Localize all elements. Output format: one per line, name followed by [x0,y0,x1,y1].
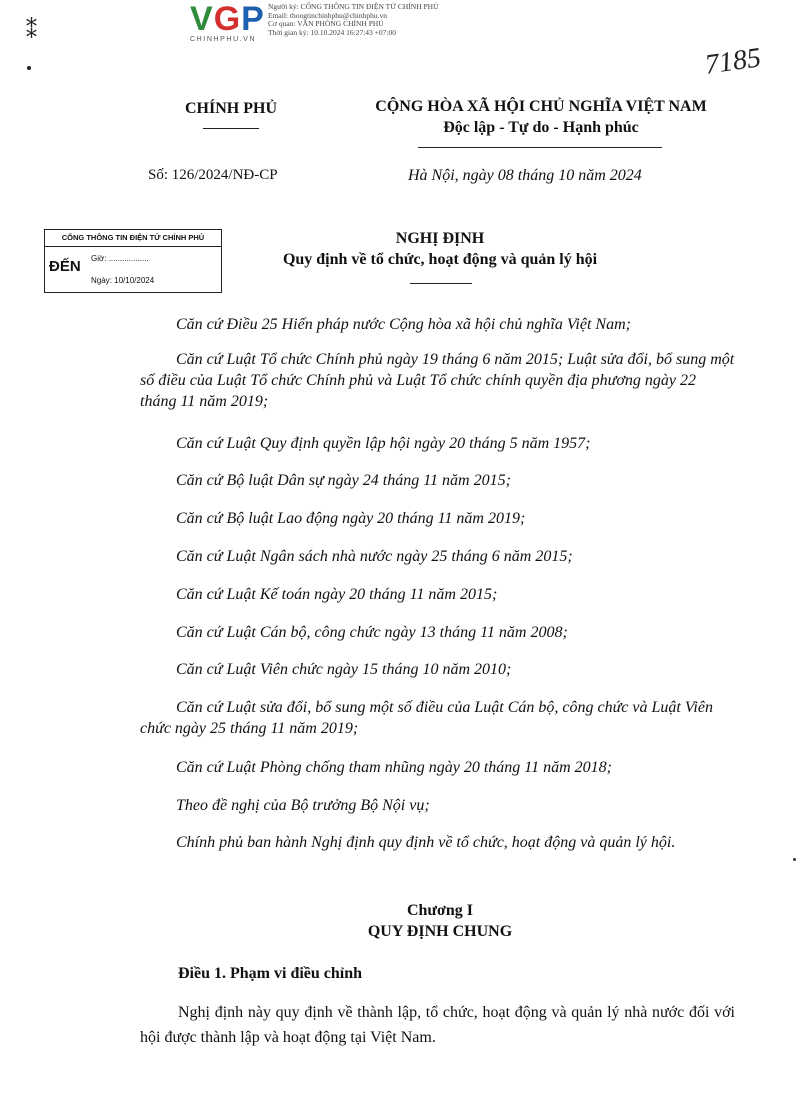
basis-paragraph: Căn cứ Luật Ngân sách nhà nước ngày 25 tháng 6 năm 2015; [176,548,573,565]
signer-line: Thời gian ký: 10.10.2024 16:27:43 +07:00 [268,27,396,37]
digital-signature-info [268,3,439,37]
vgp-letter-v: V [190,0,214,38]
handwritten-note: 7185 [703,42,763,81]
received-stamp-date: Ngày: 10/10/2024 [91,276,155,285]
vgp-letter-g: G [213,0,242,38]
agency-underline [203,128,259,129]
document-subject: Quy định về tổ chức, hoạt động và quản lý hội [282,251,598,268]
chapter-title: QUY ĐỊNH CHUNG [367,923,513,940]
national-title: CỘNG HÒA XÃ HỘI CHỦ NGHĨA VIỆT NAM [375,98,707,115]
vgp-letter-p: P [241,0,265,38]
received-stamp-header: CỔNG THÔNG TIN ĐIỆN TỬ CHÍNH PHỦ [45,230,221,247]
basis-paragraph: Căn cứ Luật sửa đổi, bổ sung một số điều của Luật Cán bộ, công chức và Luật Viên chức ngày 25 tháng 11 năm 2019; [140,699,713,737]
national-motto: Độc lập - Tự do - Hạnh phúc [443,119,639,136]
basis-paragraph: Căn cứ Bộ luật Dân sự ngày 24 tháng 11 năm 2015; [176,472,511,489]
issuing-agency: CHÍNH PHỦ [185,100,277,117]
received-stamp-time: Giờ: .................. [91,254,149,263]
basis-paragraph: Căn cứ Luật Tổ chức Chính phủ ngày 19 tháng 6 năm 2015; Luật sửa đổi, bổ sung một số điều của Luật Tổ chức Chính phủ và Luật Tổ chức chính quyền địa phương ngày 22 tháng 11 năm 2019; [140,351,735,410]
received-stamp-den: ĐẾN [49,258,81,275]
basis-paragraph: Căn cứ Luật Viên chức ngày 15 tháng 10 năm 2010; [176,661,512,678]
basis-paragraph: Căn cứ Bộ luật Lao động ngày 20 tháng 11 năm 2019; [176,510,526,527]
basis-paragraph: Căn cứ Luật Cán bộ, công chức ngày 13 tháng 11 năm 2008; [176,624,568,641]
signer-line: Cơ quan: VĂN PHÒNG CHÍNH PHỦ [268,19,384,28]
promulgation-paragraph: Chính phủ ban hành Nghị định quy định về tổ chức, hoạt động và quản lý hội. [176,834,676,851]
scan-dot-icon [27,66,31,70]
article-text: Nghị định này quy định về thành lập, tổ chức, hoạt động và quản lý nhà nước đối với hội được thành lập và hoạt động tại Việt Nam. [140,1004,735,1046]
scan-speck-icon [793,858,796,861]
vgp-subtitle: CHINHPHU.VN [190,36,257,43]
basis-paragraph: Căn cứ Luật Quy định quyền lập hội ngày 20 tháng 5 năm 1957; [176,435,591,452]
proposal-paragraph: Theo đề nghị của Bộ trưởng Bộ Nội vụ; [176,797,430,814]
received-stamp [44,229,222,293]
document-number: Số: 126/2024/NĐ-CP [148,167,278,183]
motto-underline [418,147,662,148]
subject-underline [410,283,472,284]
chapter-number: Chương I [406,902,474,919]
basis-paragraph: Căn cứ Luật Phòng chống tham nhũng ngày 20 tháng 11 năm 2018; [176,759,612,776]
article-heading: Điều 1. Phạm vi điều chỉnh [178,965,363,982]
basis-paragraph: Căn cứ Luật Kế toán ngày 20 tháng 11 năm 2015; [176,586,498,603]
basis-paragraph: Căn cứ Điều 25 Hiến pháp nước Cộng hòa xã hội chủ nghĩa Việt Nam; [176,316,631,333]
signer-line: Email: thongtinchinhphu@chinhphu.vn [268,10,387,20]
signer-line: Người ký: CỔNG THÔNG TIN ĐIỆN TỬ CHÍNH PHỦ [268,2,439,11]
place-date: Hà Nội, ngày 08 tháng 10 năm 2024 [408,167,642,184]
vgp-logo [190,2,265,36]
scan-mark-icon: ⁑ [26,18,37,43]
document-type: NGHỊ ĐỊNH [395,230,485,247]
